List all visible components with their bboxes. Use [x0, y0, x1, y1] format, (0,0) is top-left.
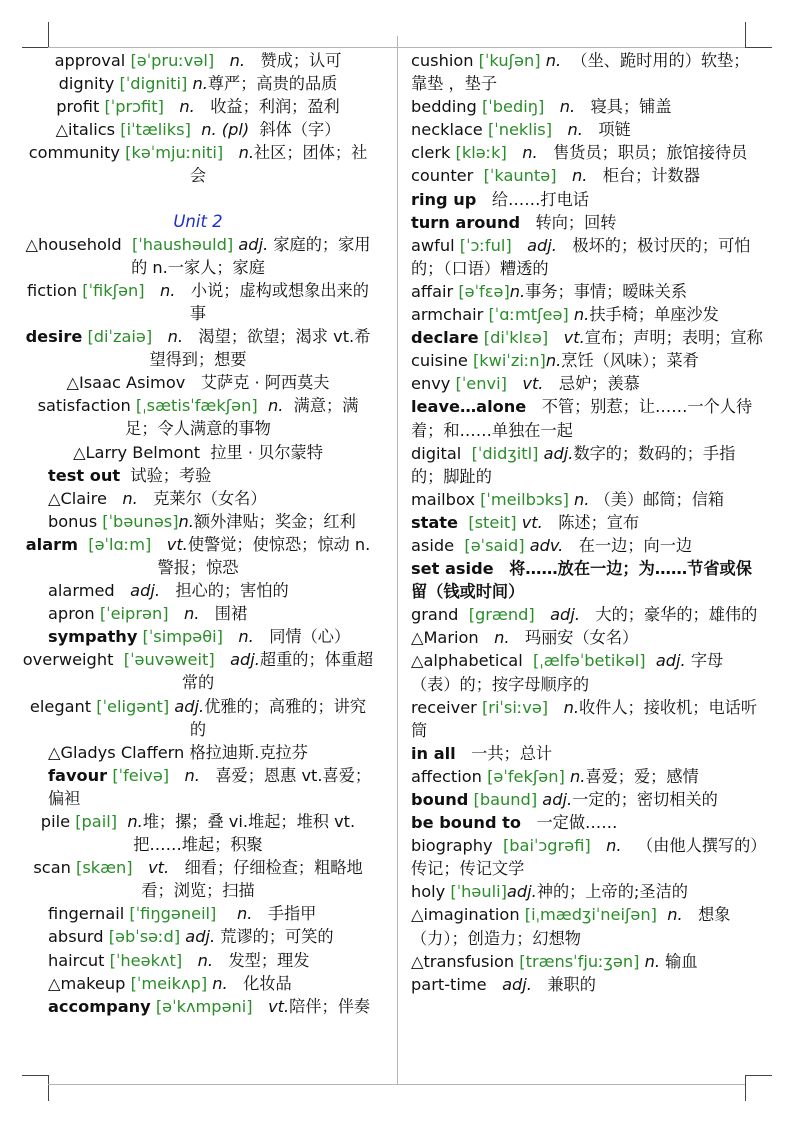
- entry-definition: 一定做……: [536, 813, 618, 833]
- entry-part-of-speech: adj.: [130, 581, 160, 601]
- entry-definition: 艾萨克 · 阿西莫夫: [200, 373, 330, 393]
- entry-phonetic: [ˈheəkʌt]: [109, 950, 183, 970]
- entry-definition: 赞成；认可: [260, 51, 342, 70]
- entry-definition: （美）邮筒；信箱: [594, 489, 725, 509]
- entry-definition: 数字的；数码的；手指的；脚趾的: [411, 443, 736, 486]
- entry-part-of-speech: n.: [184, 765, 200, 785]
- entry-definition: 家庭的；家用的 n.一家人；家庭: [131, 234, 371, 277]
- entry-definition: 发型；理发: [228, 950, 310, 970]
- vocab-entry: [22, 695, 374, 741]
- entry-definition: 荒谬的；可笑的: [220, 927, 334, 947]
- vocab-entry: [411, 280, 763, 303]
- entry-word: satisfaction: [37, 396, 131, 416]
- entry-part-of-speech: vt.: [522, 374, 544, 394]
- entry-definition: 给……打电话: [491, 189, 589, 209]
- entry-phonetic: [ˈdigniti]: [119, 74, 188, 94]
- entry-definition: 格拉迪斯.克拉芬: [189, 742, 308, 762]
- entry-part-of-speech: n.: [545, 51, 562, 70]
- entry-part-of-speech: n.: [573, 305, 590, 325]
- crop-mark-bottom-left-h: [22, 1075, 48, 1076]
- entry-word: △Claire: [48, 488, 107, 508]
- entry-definition: 柜台；计数器: [602, 166, 700, 186]
- entry-definition: 烹饪（风味）；菜肴: [561, 351, 699, 371]
- entry-word: affair: [411, 281, 454, 301]
- vocab-entry: [22, 394, 374, 440]
- entry-definition: 在一边；向一边: [578, 535, 693, 555]
- vocab-entry: [22, 464, 374, 487]
- entry-phonetic: [əˈkʌmpəni]: [155, 996, 253, 1016]
- entry-definition: 喜爱；爱；感情: [585, 766, 699, 786]
- entry-word: biography: [411, 836, 493, 856]
- entry-word: bonus: [48, 511, 98, 531]
- entry-definition: 陪伴；伴奏: [289, 996, 371, 1016]
- entry-part-of-speech: adj.: [543, 443, 574, 463]
- vocab-entry: [411, 788, 763, 811]
- vocab-entry: [22, 49, 374, 72]
- entry-word: alarmed: [48, 581, 115, 601]
- entry-word: elegant: [29, 696, 92, 716]
- entry-word: be bound to: [411, 813, 522, 833]
- vocab-entry: [411, 395, 763, 441]
- entry-part-of-speech: n.: [183, 604, 200, 624]
- vocab-entry: [411, 626, 763, 649]
- entry-definition: （由他人撰写的）传记；传记文学: [411, 836, 759, 879]
- entry-part-of-speech: n.: [122, 488, 138, 508]
- crop-mark-bottom-left-v: [48, 1075, 49, 1101]
- entry-definition: 项链: [598, 120, 631, 140]
- entry-phonetic: [diˈzaiə]: [87, 327, 153, 347]
- entry-definition: 字母（表）的；按字母顺序的: [411, 651, 724, 694]
- vocab-entry: [22, 141, 374, 187]
- entry-word: necklace: [411, 120, 483, 140]
- entry-part-of-speech: n.: [238, 143, 254, 163]
- vocab-entry: [411, 303, 763, 326]
- vocab-entry: [411, 511, 763, 534]
- entry-part-of-speech: n. (pl): [201, 120, 250, 140]
- entry-definition: 神的；上帝的;圣洁的: [536, 882, 688, 902]
- unit-heading: Unit 2: [173, 211, 223, 231]
- entry-definition: 一共；总计: [471, 743, 553, 763]
- entry-definition: 想象（力）；创造力；幻想物: [411, 905, 731, 948]
- entry-word: apron: [48, 604, 95, 624]
- entry-part-of-speech: adj.: [542, 790, 573, 809]
- entry-word: armchair: [411, 305, 484, 325]
- entry-definition: 试验；考验: [130, 465, 212, 485]
- entry-part-of-speech: n.: [167, 327, 184, 347]
- entry-part-of-speech: adj.: [230, 650, 260, 670]
- entry-definition: 玛丽安（女名）: [524, 628, 639, 648]
- entry-word: mailbox: [411, 489, 475, 509]
- vocab-entry: [411, 141, 763, 164]
- entry-definition: 事务；事情；暧昧关系: [525, 281, 688, 301]
- vocabulary-column-right: [411, 49, 763, 996]
- entry-definition: 优雅的；高雅的；讲究的: [189, 696, 367, 739]
- entry-part-of-speech: adj.: [185, 927, 216, 947]
- entry-word: △alphabetical: [411, 651, 523, 671]
- entry-phonetic: [əˈsaid]: [464, 535, 525, 555]
- entry-definition: 忌妒；羡慕: [558, 374, 640, 394]
- entry-definition: 极坏的；极讨厌的；可怕的；（口语）糟透的: [411, 235, 751, 278]
- entry-phonetic: [ˈkuʃən]: [478, 51, 541, 70]
- column-divider: [397, 36, 398, 1084]
- entry-phonetic: [ˈenvi]: [455, 374, 507, 394]
- entry-word: △Marion: [411, 628, 479, 648]
- entry-phonetic: [ˌsætisˈfækʃən]: [135, 396, 258, 416]
- vocab-entry: [411, 372, 763, 395]
- entry-definition: 斜体（字）: [259, 120, 341, 140]
- entry-part-of-speech: adj.: [506, 882, 537, 902]
- entry-phonetic: [ˈeligənt]: [96, 696, 170, 716]
- entry-word: part-time: [411, 974, 487, 994]
- entry-word: favour: [48, 765, 108, 785]
- crop-mark-bottom-right-h: [746, 1075, 772, 1076]
- entry-phonetic: [baiˈɔgrəfi]: [502, 836, 591, 856]
- entry-definition: 小说；虚构或想象出来的事: [189, 280, 369, 323]
- vocab-entry: [411, 742, 763, 765]
- entry-word: holy: [411, 882, 446, 902]
- entry-definition: 渴望；欲望；渴求 vt.希望得到；想要: [149, 327, 371, 370]
- entry-part-of-speech: n.: [229, 51, 246, 70]
- vocab-entry: [22, 279, 374, 325]
- vocab-entry: [22, 487, 374, 510]
- entry-phonetic: [əˈlɑːm]: [88, 534, 152, 554]
- entry-word: cushion: [411, 51, 474, 70]
- entry-part-of-speech: n.: [563, 697, 579, 717]
- vocab-entry: [411, 973, 763, 996]
- entry-word: grand: [411, 605, 459, 625]
- entry-word: △imagination: [411, 905, 520, 925]
- entry-definition: 输血: [665, 951, 698, 971]
- entry-word: △Larry Belmont: [73, 442, 201, 462]
- entry-part-of-speech: n.: [567, 120, 583, 140]
- entry-phonetic: [ˈəuvəweit]: [123, 650, 215, 670]
- vocab-entry: [22, 371, 374, 394]
- entry-phonetic: [baund]: [473, 790, 538, 809]
- entry-definition: 克莱尔（女名）: [153, 488, 267, 508]
- entry-part-of-speech: vt.: [521, 512, 543, 532]
- entry-phonetic: [ˈdidʒitl]: [471, 443, 539, 463]
- entry-phonetic: [ˈɑːmtʃeə]: [488, 305, 569, 325]
- entry-part-of-speech: n.: [606, 836, 622, 856]
- vocab-entry: [411, 164, 763, 187]
- entry-word: scan: [33, 858, 71, 878]
- entry-word: digital: [411, 443, 462, 463]
- vocab-entry: [22, 510, 374, 533]
- entry-part-of-speech: n.: [574, 489, 590, 509]
- entry-word: fingernail: [48, 904, 125, 924]
- vocab-entry: [22, 118, 374, 141]
- entry-definition: 手指甲: [267, 904, 317, 924]
- entry-phonetic: [ˌælfəˈbetikəl]: [533, 651, 646, 671]
- entry-definition: 额外津贴；奖金；红利: [193, 511, 356, 531]
- entry-phonetic: [kwiˈziːn]: [472, 351, 546, 371]
- entry-word: approval: [54, 51, 126, 70]
- entry-part-of-speech: adj.: [238, 234, 269, 254]
- entry-phonetic: [ˈbediŋ]: [481, 97, 545, 117]
- entry-phonetic: [diˈklɛə]: [483, 328, 549, 348]
- entry-definition: 细看；仔细检查；粗略地看；浏览；扫描: [141, 858, 363, 901]
- entry-word: ring up: [411, 189, 477, 209]
- entry-definition: 收件人；接收机；电话听筒: [411, 697, 758, 740]
- entry-word: bedding: [411, 97, 477, 117]
- vocab-entry: [411, 603, 763, 626]
- entry-part-of-speech: adj.: [655, 651, 686, 671]
- vocab-entry: [411, 349, 763, 372]
- entry-word: in all: [411, 743, 456, 763]
- entry-definition: 扶手椅；单座沙发: [589, 305, 719, 325]
- vocab-entry: [411, 811, 763, 834]
- vocab-entry: [411, 95, 763, 118]
- entry-phonetic: [ˈeiprən]: [99, 604, 169, 624]
- entry-definition: 超重的；体重超常的: [181, 650, 374, 693]
- vocab-entry: [411, 880, 763, 903]
- entry-part-of-speech: adj.: [502, 974, 532, 994]
- entry-part-of-speech: vt.: [563, 328, 585, 348]
- vocab-entry: [22, 995, 374, 1018]
- vocab-entry: [22, 441, 374, 464]
- vocab-entry: [411, 557, 763, 603]
- entry-part-of-speech: n.: [178, 511, 194, 531]
- entry-word: desire: [25, 327, 83, 347]
- entry-definition: 喜爱；恩惠 vt.喜爱；偏袒: [48, 765, 372, 808]
- entry-word: △makeup: [48, 973, 126, 993]
- entry-word: overweight: [22, 650, 114, 670]
- entry-definition: 转向；回转: [535, 212, 617, 232]
- entry-phonetic: [ˈmeikʌp]: [130, 973, 208, 993]
- crop-mark-bottom-right-v: [745, 1075, 746, 1101]
- vocab-entry: [22, 902, 374, 925]
- entry-definition: 社区；团体；社会: [189, 143, 368, 186]
- vocab-entry: [411, 950, 763, 973]
- entry-definition: 同情（心）: [269, 627, 351, 647]
- vocabulary-column-left: [22, 49, 374, 1018]
- entry-word: bound: [411, 790, 469, 809]
- entry-word: aside: [411, 535, 455, 555]
- entry-phonetic: [ˈbəunəs]: [102, 511, 179, 531]
- entry-part-of-speech: adj.: [527, 235, 557, 255]
- entry-word: absurd: [48, 927, 104, 947]
- bottom-rule: [48, 1084, 746, 1085]
- entry-word: receiver: [411, 697, 477, 717]
- entry-phonetic: [ˈprɔfit]: [104, 97, 164, 117]
- entry-phonetic: [ˈhaushəuld]: [132, 234, 234, 254]
- entry-definition: （坐、跪时用的）软垫；靠垫 ，垫子: [411, 51, 750, 94]
- entry-part-of-speech: n.: [667, 905, 683, 925]
- entry-word: test out: [48, 465, 121, 485]
- vocab-entry: [411, 326, 763, 349]
- entry-definition: 兼职的: [547, 974, 596, 994]
- vocab-entry: [411, 234, 763, 280]
- entry-phonetic: [ˈfikʃən]: [82, 280, 145, 300]
- entry-word: pile: [40, 812, 71, 831]
- entry-definition: 将……放在一边；为……节省或保留（钱或时间）: [411, 559, 752, 602]
- entry-part-of-speech: n.: [559, 97, 576, 117]
- entry-word: turn around: [411, 212, 521, 232]
- section-gap: [22, 188, 374, 210]
- entry-phonetic: [iˌmædʒiˈneiʃən]: [524, 905, 657, 925]
- vocab-entry: [22, 764, 374, 810]
- entry-word: △Gladys Claffern: [48, 742, 185, 762]
- entry-word: affection: [411, 766, 482, 786]
- entry-word: counter: [411, 166, 474, 186]
- entry-part-of-speech: n.: [192, 74, 208, 94]
- entry-definition: 陈述；宣布: [558, 512, 640, 532]
- entry-phonetic: [kləːk]: [455, 143, 507, 163]
- entry-phonetic: [əbˈsəːd]: [108, 927, 181, 947]
- entry-part-of-speech: n.: [522, 143, 538, 163]
- entry-definition: 售货员；职员；旅馆接待员: [553, 143, 748, 163]
- entry-phonetic: [riˈsiːvə]: [481, 697, 549, 717]
- entry-part-of-speech: n.: [545, 351, 562, 371]
- entry-phonetic: [ˈhəuli]: [450, 882, 507, 902]
- entry-part-of-speech: vt.: [166, 534, 188, 554]
- entry-phonetic: [ˈɔːful]: [459, 235, 512, 255]
- entry-definition: 担心的；害怕的: [175, 581, 289, 601]
- crop-mark-top-right-v: [745, 22, 746, 48]
- vocab-entry: [22, 625, 374, 648]
- entry-word: declare: [411, 328, 479, 348]
- entry-definition: 一定的；密切相关的: [572, 790, 718, 809]
- vocab-entry: [22, 72, 374, 95]
- entry-definition: 尊严；高贵的品质: [207, 74, 338, 94]
- vocab-entry: [411, 834, 763, 880]
- entry-definition: 拉里 · 贝尔蒙特: [210, 442, 323, 462]
- vocab-entry: [411, 442, 763, 488]
- entry-phonetic: [əˈpruːvəl]: [130, 51, 215, 70]
- vocab-entry: [22, 972, 374, 995]
- entry-definition: 宣布；声明；表明；宣称: [584, 328, 763, 348]
- entry-definition: 化妆品: [243, 973, 292, 993]
- entry-word: △household: [25, 234, 122, 254]
- vocab-entry: [22, 325, 374, 371]
- vocab-entry: [411, 49, 763, 95]
- entry-phonetic: [ˈfeivə]: [112, 765, 170, 785]
- entry-word: fiction: [27, 280, 78, 300]
- vocab-entry: [22, 95, 374, 118]
- vocab-entry: [22, 579, 374, 602]
- entry-word: community: [28, 143, 120, 163]
- entry-part-of-speech: n.: [494, 628, 510, 648]
- entry-word: haircut: [48, 950, 105, 970]
- vocab-entry: [22, 533, 374, 579]
- entry-phonetic: [skæn]: [76, 858, 133, 878]
- vocab-entry: [411, 696, 763, 742]
- entry-definition: 收益；利润；盈利: [210, 97, 340, 117]
- entry-word: △transfusion: [411, 951, 515, 971]
- entry-word: profit: [56, 97, 100, 117]
- entry-part-of-speech: n.: [238, 627, 254, 647]
- entry-phonetic: [iˈtæliks]: [120, 120, 191, 140]
- entry-phonetic: [trænsˈfjuːʒən]: [519, 951, 640, 971]
- entry-phonetic: [əˈfɛə]: [458, 281, 510, 301]
- entry-word: sympathy: [48, 627, 138, 647]
- entry-word: dignity: [58, 74, 115, 94]
- entry-word: state: [411, 512, 459, 532]
- vocab-entry: [22, 925, 374, 948]
- vocab-entry: [22, 648, 374, 694]
- entry-part-of-speech: n.: [179, 97, 195, 117]
- entry-part-of-speech: adv.: [529, 535, 564, 555]
- vocab-entry: [411, 765, 763, 788]
- entry-part-of-speech: adj.: [550, 605, 580, 625]
- crop-mark-top-right-h: [746, 47, 772, 48]
- entry-part-of-speech: adj.: [174, 696, 205, 716]
- entry-phonetic: [ˈneklis]: [487, 120, 553, 140]
- entry-phonetic: [ˈsimpəθi]: [142, 627, 223, 647]
- vocab-entry: [411, 211, 763, 234]
- vocab-entry: [411, 118, 763, 141]
- entry-part-of-speech: n.: [509, 281, 526, 301]
- vocab-entry: [411, 903, 763, 949]
- entry-part-of-speech: n.: [571, 166, 588, 186]
- entry-word: △Isaac Asimov: [66, 373, 186, 393]
- entry-part-of-speech: n.: [644, 951, 660, 971]
- entry-part-of-speech: n.: [267, 396, 284, 416]
- entry-part-of-speech: n.: [212, 973, 228, 993]
- entry-phonetic: [əˈfekʃən]: [487, 766, 565, 786]
- entry-word: awful: [411, 235, 455, 255]
- entry-part-of-speech: n.: [570, 766, 586, 786]
- entry-word: envy: [411, 374, 451, 394]
- crop-mark-top-left-v: [48, 22, 49, 48]
- entry-word: alarm: [25, 534, 78, 554]
- entry-definition: 围裙: [214, 604, 248, 624]
- entry-phonetic: [grænd]: [468, 605, 535, 625]
- entry-part-of-speech: vt.: [148, 858, 170, 878]
- vocab-entry: [411, 488, 763, 511]
- vocab-entry: [411, 188, 763, 211]
- entry-definition: 不管；别惹；让……一个人待着；和……单独在一起: [411, 397, 753, 440]
- vocab-entry: [22, 949, 374, 972]
- entry-part-of-speech: n.: [127, 812, 143, 831]
- entry-phonetic: [ˈkauntə]: [483, 166, 557, 186]
- entry-definition: 满意；满足；令人满意的事物: [125, 396, 359, 439]
- entry-word: △italics: [55, 120, 116, 140]
- entry-phonetic: [steit]: [468, 512, 517, 532]
- entry-phonetic: [ˈmeilbɔks]: [480, 489, 569, 509]
- vocab-entry: [411, 649, 763, 695]
- entry-definition: 使警觉；使惊恐；惊动 n.警报；惊恐: [157, 534, 371, 577]
- entry-word: set aside: [411, 559, 494, 579]
- entry-definition: 堆；摞；叠 vi.堆起；堆积 vt.把……堆起；积聚: [133, 812, 356, 855]
- vocab-entry: [22, 741, 374, 764]
- vocab-entry: [411, 534, 763, 557]
- entry-definition: 寝具；铺盖: [590, 97, 672, 117]
- entry-phonetic: [kəˈmjuːniti]: [125, 143, 224, 163]
- vocab-entry: [22, 856, 374, 902]
- entry-word: clerk: [411, 143, 451, 163]
- entry-definition: 大的；豪华的；雄伟的: [595, 605, 758, 625]
- vocab-entry: [22, 602, 374, 625]
- entry-part-of-speech: vt.: [268, 996, 290, 1016]
- entry-word: accompany: [48, 996, 151, 1016]
- entry-word: leave…alone: [411, 397, 527, 417]
- entry-word: cuisine: [411, 351, 468, 371]
- entry-phonetic: [pail]: [75, 812, 118, 831]
- entry-phonetic: [ˈfiŋgəneil]: [129, 904, 217, 924]
- vocab-entry: [22, 233, 374, 279]
- entry-part-of-speech: n.: [197, 950, 214, 970]
- entry-part-of-speech: n.: [236, 904, 253, 924]
- entry-part-of-speech: n.: [160, 280, 176, 300]
- vocab-entry: [22, 810, 374, 856]
- crop-mark-top-left-h: [22, 47, 48, 48]
